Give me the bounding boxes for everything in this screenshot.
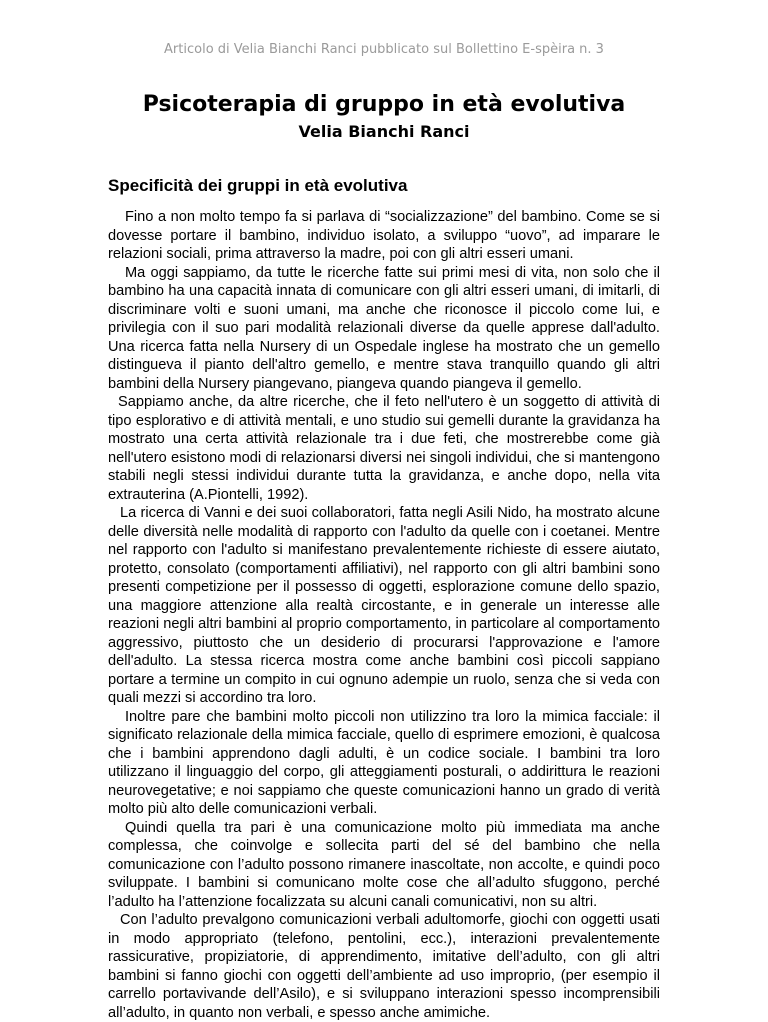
paragraph: Fino a non molto tempo fa si parlava di “socializzazione” del bambino. Come se si dovesse portare il bambino, individuo isolato, a sviluppo “uovo”, ad imparare le relazioni sociali, prima attraverso la madre, poi con gli altri esseri umani. <box>108 209 660 262</box>
running-header: Articolo di Velia Bianchi Ranci pubblicato sul Bollettino E-spèira n. 3 <box>164 42 604 57</box>
paragraph: Inoltre pare che bambini molto piccoli non utilizzino tra loro la mimica facciale: il significato relazionale della mimica facciale, quello di esprimere emozioni, è qualcosa che i bambini apprendono dagli adulti, è un codice sociale. I bambini tra loro utilizzano il linguaggio del corpo, gli atteggiamenti posturali, o addirittura le reazioni neurovegetative; e noi sappiamo che queste comunicazioni hanno un grado di verità molto più alto delle comunicazioni verbali. <box>108 708 660 817</box>
paragraph: Sappiamo anche, da altre ricerche, che il feto nell'utero è un soggetto di attività di tipo esplorativo e di attività mentali, e uno studio sui gemelli durante la gravidanza ha mostrato una certa attività relazionale tra i due feti, che mostrerebbe come già nell'utero esistono modi di relazionarsi diversi nei singoli individui, che si mantengono stabili negli stessi individui durante tutta la gravidanza, e anche dopo, nella vita extrauterina (A.Piontelli, 1992). <box>108 394 660 503</box>
article-title: Psicoterapia di gruppo in età evolutiva <box>142 92 626 117</box>
paragraph: La ricerca di Vanni e dei suoi collaboratori, fatta negli Asili Nido, ha mostrato alcune delle diversità nelle modalità di rapporto con l'adulto da quelle con i coetanei. Mentre nel rapporto con l'adulto si manifestano prevalentemente richieste di essere aiutato, protetto, consolato (comportamenti affiliativi), nel rapporto con gli altri bambini sono presenti competizione per il possesso di oggetti, esplorazione comune dello spazio, una maggiore attenzione alla realtà circostante, e in generale un interesse alle reazioni negli altri bambini al proprio comportamento, in particolare al comportamento aggressivo, piuttosto che un desiderio di procurarsi l'approvazione e l'amore dell'adulto. La stessa ricerca mostra come anche bambini così piccoli sappiano portare a termine un compito in cui ognuno adempie un ruolo, senza che si veda con quali mezzi si accordino tra loro. <box>108 505 660 706</box>
paragraph: Con l’adulto prevalgono comunicazioni verbali adultomorfe, giochi con oggetti usati in modo appropriato (telefono, pentolini, ecc.), interazioni prevalentemente rassicurative, propiziatorie, di apprendimento, imitative dell’adulto, con gli altri bambini si fanno giochi con oggetti dell’ambiente ad uso improprio, (per esempio il carrello portavivande dell’Asilo), e si sviluppano interazioni spesso incomprensibili all’adulto, in quanto non verbali, e spesso anche amimiche. <box>108 912 660 1021</box>
paragraph: Quindi quella tra pari è una comunicazione molto più immediata ma anche complessa, che coinvolge e sollecita parti del sé del bambino che nella comunicazione con l’adulto possono rimanere inascoltate, non accolte, e quindi poco sviluppate. I bambini si comunicano molte cose che all’adulto sfuggono, perché l’adulto ha l’attenzione focalizzata su alcuni canali comunicativi, non su altri. <box>108 819 660 910</box>
paragraph: Ma oggi sappiamo, da tutte le ricerche fatte sui primi mesi di vita, non solo che il bambino ha una capacità innata di comunicare con gli altri esseri umani, di imitarli, di discriminare volti e suoni umani, ma anche che riconosce il piccolo come lui, e privilegia con il suo pari modalità relazionali diverse da quelle apprese dall'adulto. Una ricerca fatta nella Nursery di un Ospedale inglese ha mostrato che un gemello distingueva il pianto dell'altro gemello, e mentre stava tranquillo quando gli altri bambini della Nursery piangevano, piangeva quando piangeva il gemello. <box>108 264 660 392</box>
article-author: Velia Bianchi Ranci <box>298 122 470 141</box>
article-body <box>108 208 660 1022</box>
section-heading: Specificità dei gruppi in età evolutiva <box>108 176 408 195</box>
